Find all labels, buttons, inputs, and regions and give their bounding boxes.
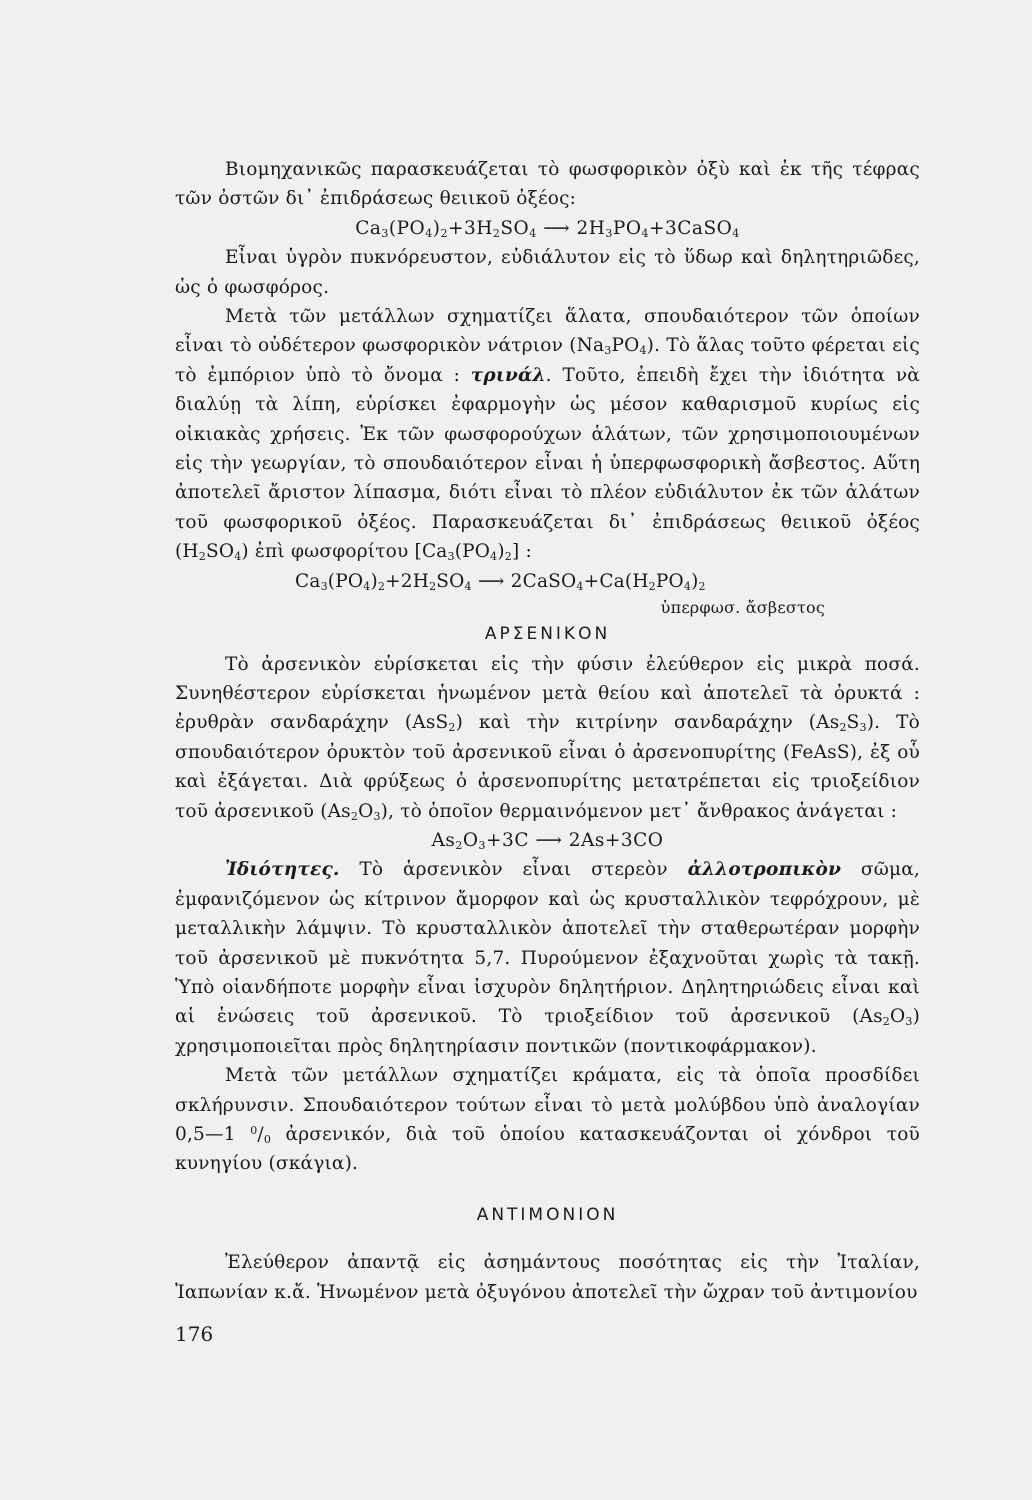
page-body <box>175 155 920 1307</box>
paragraph-phosphate-salts: Μετὰ τῶν μετάλλων σχηματίζει ἅλατα, σπουδαιότερον τῶν ὁποίων εἶναι τὸ οὐδέτερον φωσφορικὸν νάτριον $(Na_3PO_4)$. Τὸ ἅλας τοῦτο φέρεται εἰς τὸ ἐμπόριον ὑπὸ τὸ ὄνομα : τρινάλ. Τοῦτο, ἐπειδὴ ἔχει τὴν ἰδιότητα νὰ διαλύῃ τὰ λίπη, εὑρίσκει ἐφαρμογὴν ὡς μέσον καθαρισμοῦ κυρίως εἰς οἰκιακὰς χρήσεις. Ἐκ τῶν φωσφορούχων ἁλάτων, τῶν χρησιμοποιουμένων εἰς τὴν γεωργίαν, τὸ σπουδαιότερον εἶναι ἡ ὑπερφωσφορικὴ ἄσβεστος. Αὕτη ἀποτελεῖ ἄριστον λίπασμα, διότι εἶναι τὸ πλέον εὐδιάλυτον ἐκ τῶν ἁλάτων τοῦ φωσφορικοῦ ὀξέος. Παρασκευάζεται δι᾽ ἐπιδράσεως θειικοῦ ὀξέος $(H_2SO_4)$ ἐπὶ φωσφορίτου $[Ca_3(PO_4)_2]$ : <box>175 306 920 564</box>
paragraph-arsenic-alloys: Μετὰ τῶν μετάλλων σχηματίζει κράματα, εἰς τὰ ὁποῖα προσδίδει σκλήρυνσιν. Σπουδαιότερον τούτων εἶναι τὸ μετὰ μολύβδου ὑπὸ ἀναλογίαν 0,5—1 $^0/_0$ ἀρσενικόν, διὰ τοῦ ὁποίου κατασκευάζονται οἱ χόνδροι τοῦ κυνηγίου (σκάγια). <box>175 1065 920 1175</box>
equation-arsenic-reduction: $As_2O_3+3C$ ⟶ 2As+3CO <box>431 829 664 852</box>
paragraph-phosphoric-acid-production: Βιομηχανικῶς παρασκευάζεται τὸ φωσφορικὸν ὀξὺ καὶ ἐκ τῆς τέφρας τῶν ὀστῶν δι᾽ ἐπιδράσεως θειικοῦ ὀξέος: <box>175 159 920 210</box>
paragraph-arsenic-properties: Ἰδιότητες. Τὸ ἀρσενικὸν εἶναι στερεὸν ἀλλοτροπικὸν σῶμα, ἐμφανιζόμενον ὡς κίτρινον ἄμορφον καὶ ὡς κρυσταλλικὸν τεφρόχρουν, μὲ μεταλλικὴν λάμψιν. Τὸ κρυσταλλικὸν ἀποτελεῖ τὴν σταθερωτέραν μορφὴν τοῦ ἀρσενικοῦ μὲ πυκνότητα 5,7. Πυρούμενον ἐξαχνοῦται χωρὶς τὰ τακῇ. Ὑπὸ οἱανδήποτε μορφὴν εἶναι ἰσχυρὸν δηλητήριον. Δηλητηριώδεις εἶναι καὶ αἱ ἑνώσεις τοῦ ἀρσενικοῦ. Τὸ τριοξείδιον τοῦ ἀρσενικοῦ $(As_2O_3)$ χρησιμοποιεῖται πρὸς δηλητηρίασιν ποντικῶν (ποντικοφάρμακον). <box>175 859 920 1057</box>
section-heading-arsenic: ΑΡΣΕΝΙΚΟΝ <box>484 624 611 645</box>
page-number: 176 <box>175 1322 214 1346</box>
paragraph-properties-acid: Εἶναι ὑγρὸν πυκνόρευστον, εὐδιάλυτον εἰς τὸ ὕδωρ καὶ δηλητηριῶδες, ὡς ὁ φωσφόρος. <box>175 247 920 298</box>
equation-superphosphate: $Ca_3(PO_4)_2+2H_2SO_4$ ⟶ $2CaSO_4+Ca(H_2PO_4)_2$ <box>295 570 706 593</box>
section-heading-antimony: ΑΝΤΙΜΟΝΙΟΝ <box>476 1204 619 1225</box>
paragraph-arsenic-occurrence: Τὸ ἀρσενικὸν εὑρίσκεται εἰς τὴν φύσιν ἐλεύθερον εἰς μικρὰ ποσά. Συνηθέστερον εὑρίσκεται ἡνωμένον μετὰ θείου καὶ ἀποτελεῖ τὰ ὀρυκτά : ἐρυθρὰν σανδαράχην (AsS$_2$) καὶ τὴν κιτρίνην σανδαράχην $(As_2S_3)$. Τὸ σπουδαιότερον ὀρυκτὸν τοῦ ἀρσενικοῦ εἶναι ὁ ἀρσενοπυρίτης (FeAsS), ἐξ οὗ καὶ ἐξάγεται. Διὰ φρύξεως ὁ ἀρσενοπυρίτης μετατρέπεται εἰς τριοξείδιον τοῦ ἀρσενικοῦ $(As_2O_3)$, τὸ ὁποῖον θερμαινόμενον μετ᾽ ἄνθρακος ἀνάγεται : <box>175 653 920 823</box>
paragraph-antimony-occurrence: Ἐλεύθερον ἀπαντᾷ εἰς ἀσημάντους ποσότητας εἰς τὴν Ἰταλίαν, Ἰαπωνίαν κ.ἄ. Ἡνωμένον μετὰ ὀξυγόνου ἀποτελεῖ τὴν ὤχραν τοῦ ἀντιμονίου <box>175 1252 920 1303</box>
equation-phosphoric-acid: $Ca_3(PO_4)_2+3H_2SO_4$ ⟶ $2H_3PO_4+3CaSO_4$ <box>355 217 740 240</box>
equation-label-superphosphate: ὑπερφωσ. ἄσβεστος <box>660 598 825 618</box>
